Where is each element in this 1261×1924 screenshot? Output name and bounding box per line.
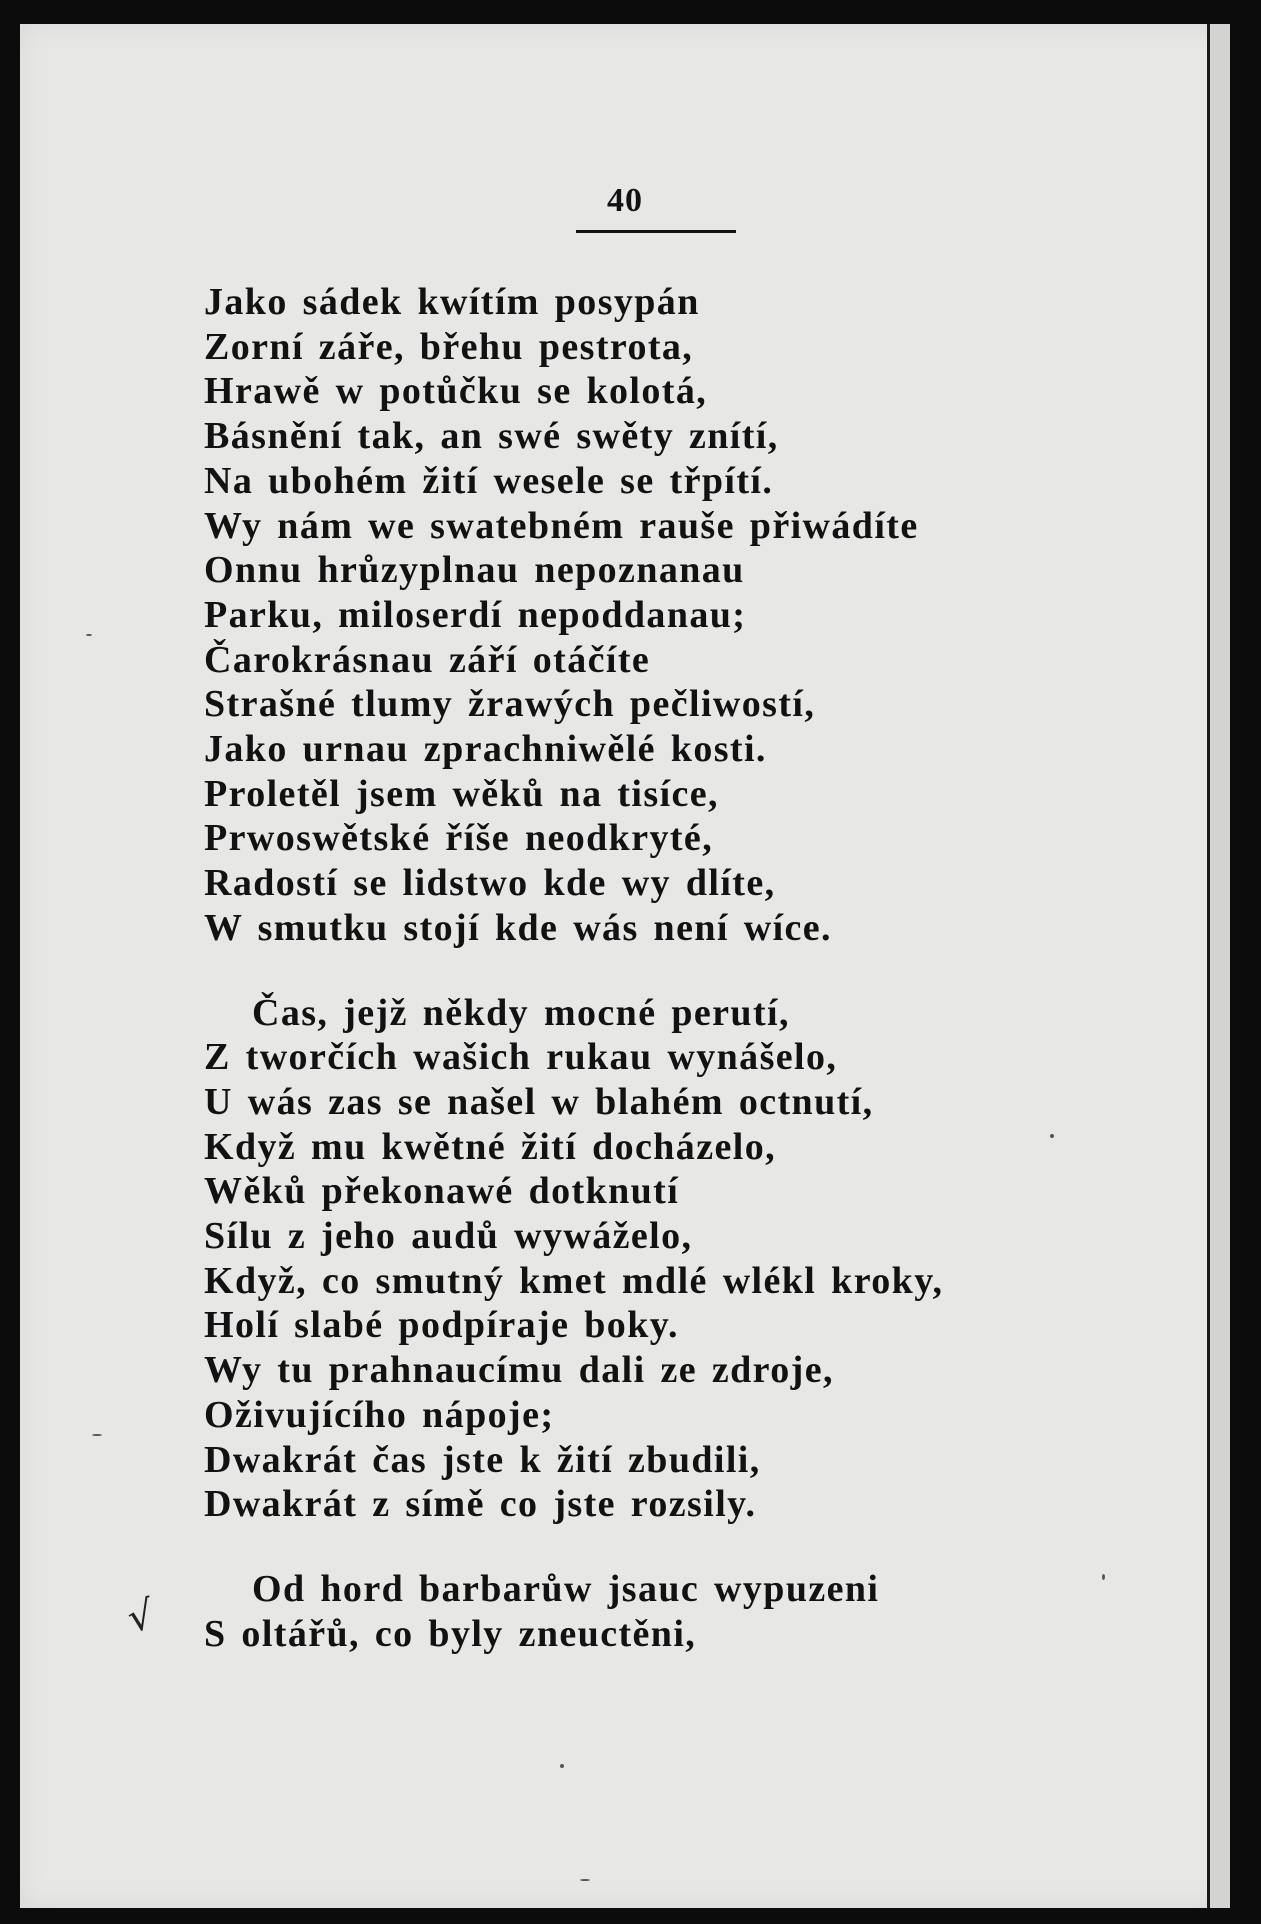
- paper-speck: [580, 1879, 590, 1881]
- poem-line: Jako sádek kwítím posypán: [204, 281, 700, 323]
- poem-line: Onnu hrůzyplnau nepoznanau: [204, 549, 745, 592]
- poem-line: Wy tu prahnaucímu dali ze zdroje,: [204, 1349, 834, 1392]
- page-number-rule: [576, 230, 736, 233]
- poem-line: Zorní záře, břehu pestrota,: [204, 325, 694, 368]
- poem-line: Prwoswětské říše neodkryté,: [204, 817, 714, 860]
- poem-line: Proletěl jsem wěků na tisíce,: [204, 772, 719, 815]
- book-page: [20, 24, 1230, 1908]
- stanza-2: [204, 991, 1104, 1527]
- poem-line: Strašné tlumy žrawých pečliwostí,: [204, 683, 816, 726]
- poem-line: Wy nám we swatebném rauše přiwádíte: [204, 504, 919, 547]
- paper-speck: [560, 1764, 564, 1768]
- poem-line: Jako urnau zprachniwělé kosti.: [204, 728, 767, 771]
- paper-speck: [1050, 1134, 1054, 1138]
- paper-speck: [92, 1434, 102, 1436]
- page-number: 40: [607, 182, 643, 219]
- poem-line: Hrawě w potůčku se kolotá,: [204, 370, 708, 413]
- poem-line: Dwakrát čas jste k žití zbudili,: [204, 1438, 761, 1481]
- poem-line: Čarokrásnau září otáčíte: [204, 638, 651, 681]
- poem-line: S oltářů, co byly zneuctěni,: [204, 1612, 697, 1655]
- poem-line: Na ubohém žití wesele se třpítí.: [204, 459, 774, 502]
- poem-line: Čas, jejž někdy mocné perutí,: [252, 991, 790, 1034]
- poem-line: Básnění tak, an swé swěty znítí,: [204, 415, 779, 458]
- stanza-1: [204, 280, 1104, 951]
- poem-line: Dwakrát z símě co jste rozsily.: [204, 1483, 757, 1526]
- poem-line: Holí slabé podpíraje boky.: [204, 1304, 679, 1347]
- poem-line: Od hord barbarůw jsauc wypuzeni: [252, 1567, 880, 1610]
- poem-line: Z tworčích wašich rukau wynášelo,: [204, 1036, 838, 1079]
- poem-line: Radostí se lidstwo kde wy dlíte,: [204, 862, 776, 905]
- poem-line: Když mu kwětné žití docházelo,: [204, 1125, 777, 1168]
- poem-text: [204, 280, 1104, 1696]
- poem-line: U wás zas se našel w blahém octnutí,: [204, 1080, 874, 1123]
- poem-line: Oživujícího nápoje;: [204, 1393, 555, 1436]
- poem-line: Parku, miloserdí nepoddanau;: [204, 593, 747, 636]
- stanza-3: [204, 1567, 1104, 1656]
- poem-line: Sílu z jeho audů wywáželo,: [204, 1215, 693, 1258]
- page-spine-edge: [1207, 24, 1230, 1908]
- paper-speck: [86, 634, 92, 636]
- poem-line: W smutku stojí kde wás není wíce.: [204, 906, 832, 949]
- handwritten-check-mark: √: [123, 1591, 159, 1643]
- paper-speck: [1102, 1574, 1105, 1580]
- poem-line: Když, co smutný kmet mdlé wlékl kroky,: [204, 1259, 944, 1302]
- poem-line: Wěků překonawé dotknutí: [204, 1170, 680, 1213]
